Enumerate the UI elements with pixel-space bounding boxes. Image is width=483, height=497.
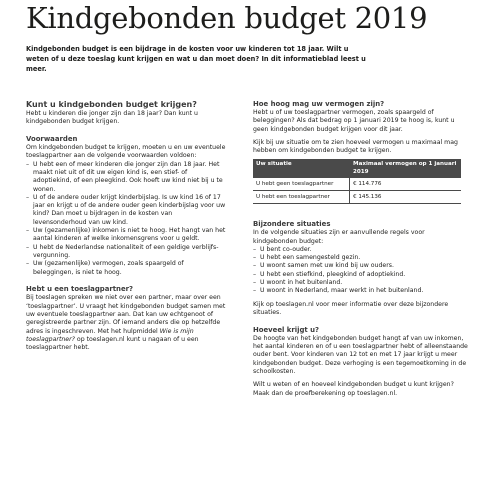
section-heading-eligibility: Kunt u kindgebonden budget krijgen?: [26, 100, 197, 109]
list-item: – Uw (gezamenlijke) vermogen, zoals spaargeld of beleggingen, is niet te hoog.: [26, 260, 226, 277]
table-header-max-assets: Maximaal vermogen op 1 januari 2019: [350, 159, 462, 178]
table-row: [253, 191, 461, 204]
table-header-row: [253, 159, 461, 178]
section-heading-assets: Hoe hoog mag uw vermogen zijn?: [253, 100, 385, 108]
list-item: – U hebt een stiefkind, pleegkind of adoptiekind.: [253, 271, 468, 279]
conditions-text: Om kindgebonden budget te krijgen, moeten u en uw eventuele toeslagpartner aan de volgende voorwaarden voldoen:: [26, 144, 226, 160]
amount-text-2: Wilt u weten of en hoeveel kindgebonden budget u kunt krijgen? Maak dan de proefberekening op toeslagen.nl.: [253, 381, 454, 397]
assets-text-2: Kijk bij uw situatie om te zien hoeveel vermogen u maximaal mag hebben om kindgebonden budget te krijgen.: [253, 138, 458, 155]
section-heading-partner: Hebt u een toeslagpartner?: [26, 285, 134, 294]
amount-text: De hoogte van het kindgebonden budget hangt af van uw inkomen, het aantal kinderen en of u een toeslagpartner hebt of alleenstaande ouder bent. Voor kinderen van 12 tot en met 17 jaar krijgt u meer kindgebonden budget. Deze verhoging is een tegemoetkoming in de schoolkosten.: [253, 334, 468, 375]
table-cell: € 114.776: [350, 178, 462, 191]
list-item: – U of de andere ouder krijgt kinderbijslag. Is uw kind 16 of 17 jaar en krijgt u of de andere ouder geen kinderbijslag voor uw kind? Dan moet u bijdragen in de kosten van levensonderhoud van uw kind.: [26, 194, 226, 227]
right-column: [253, 100, 468, 398]
partner-text-b: op toeslagen.nl kunt u nagaan of u een toeslagpartner hebt.: [26, 335, 199, 352]
table-row: [253, 178, 461, 191]
assets-text: Hebt u of uw toeslagpartner vermogen, zoals spaargeld of beleggingen? Als dat bedrag op 1 januari 2019 te hoog is, kunt u geen kindgebonden budget krijgen voor dit jaar.: [253, 109, 455, 133]
special-text-2: Kijk op toeslagen.nl voor meer informatie over deze bijzondere situaties.: [253, 300, 449, 316]
list-item: – U hebt de Nederlandse nationaliteit of een geldige verblijfs-vergunning.: [26, 244, 226, 261]
section-heading-conditions: Voorwaarden: [26, 135, 78, 144]
conditions-list: [26, 161, 226, 277]
intro-text: Kindgebonden budget is een bijdrage in de kosten voor uw kinderen tot 18 jaar. Wilt u weten of u deze toeslag kunt krijgen en wat u dan moet doen? In dit informatieblad leest u meer.: [26, 45, 366, 73]
partner-text-a: Bij toeslagen spreken we niet over een partner, maar over een ‘toeslagpartner’. U vraagt het kindgebonden budget samen met uw eventuele toeslagpartner aan. Dat kan uw echtgenoot of geregistreerde partner zijn. Of iemand anders die op hetzelfde adres is ingeschreven. Met het hulpmiddel: [26, 294, 226, 335]
list-item: – U hebt een samengesteld gezin.: [253, 254, 468, 262]
list-item: – U hebt een of meer kinderen die jonger zijn dan 18 jaar. Het maakt niet uit of dit uw eigen kind is, een stief- of adoptiekind, of een pleegkind. Ook hoeft uw kind niet bij u te wonen.: [26, 161, 226, 194]
table-cell: U hebt geen toeslagpartner: [253, 178, 350, 191]
special-text: In de volgende situaties zijn er aanvullende regels voor kindgebonden budget:: [253, 229, 425, 245]
section-heading-amount: Hoeveel krijgt u?: [253, 325, 320, 334]
partner-text: [26, 294, 226, 352]
special-list: [253, 246, 468, 296]
eligibility-text: Hebt u kinderen die jonger zijn dan 18 jaar? Dan kunt u kindgebonden budget krijgen.: [26, 110, 198, 126]
toeslagpartner-tool-link[interactable]: Wie is mijn toeslagpartner?: [26, 327, 194, 343]
table-cell: U hebt een toeslagpartner: [253, 191, 350, 204]
list-item: – Uw (gezamenlijke) inkomen is niet te hoog. Het hangt van het aantal kinderen af welke inkomensgrens voor u geldt.: [26, 227, 226, 244]
list-item: – U bent co-ouder.: [253, 246, 468, 254]
list-item: – U woont in het buitenland.: [253, 279, 468, 287]
table-cell: € 145.136: [350, 191, 462, 204]
list-item: – U woont in Nederland, maar werkt in het buitenland.: [253, 287, 468, 295]
list-item: – U woont samen met uw kind bij uw ouders.: [253, 262, 468, 270]
assets-table: [253, 159, 461, 204]
section-heading-special: Bijzondere situaties: [253, 220, 331, 229]
left-column: [26, 100, 226, 352]
table-header-situation: Uw situatie: [253, 159, 350, 178]
page-title: Kindgebonden budget 2019: [26, 1, 428, 35]
